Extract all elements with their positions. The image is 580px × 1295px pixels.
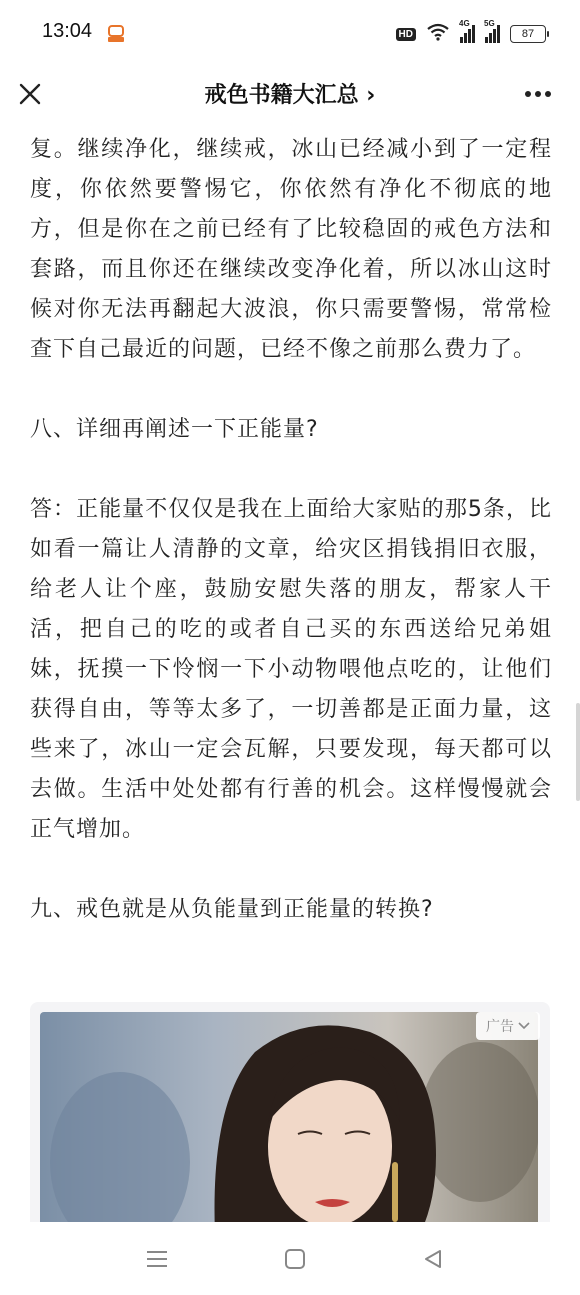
chevron-right-icon: › [366, 83, 376, 108]
home-icon [284, 1248, 306, 1270]
page-title-link[interactable] [0, 78, 580, 109]
section-heading: 八、详细再阐述一下正能量? [30, 417, 319, 442]
ad-label: 广告 [486, 1019, 514, 1035]
back-icon [422, 1248, 444, 1270]
chevron-down-icon [518, 1022, 530, 1030]
scrollbar[interactable] [576, 703, 580, 801]
home-button[interactable] [280, 1246, 310, 1272]
wifi-icon [426, 23, 450, 45]
section-heading: 九、戒色就是从负能量到正能量的转换? [30, 897, 434, 922]
status-icons [396, 19, 546, 46]
signal-5g-icon: 5G [485, 25, 500, 43]
back-button[interactable] [418, 1246, 448, 1272]
ad-card[interactable] [30, 1002, 550, 1232]
status-bar [0, 0, 580, 66]
more-options-button[interactable] [518, 78, 558, 110]
menu-icon [145, 1249, 169, 1269]
article-body [30, 130, 552, 930]
menu-button[interactable] [142, 1246, 172, 1272]
hd-icon: HD [396, 28, 416, 41]
status-time: 13:04 [42, 20, 93, 42]
ad-badge[interactable] [476, 1012, 540, 1040]
page-title: 戒色书籍大汇总 [204, 83, 359, 108]
article-paragraph: 复。继续净化，继续戒，冰山已经减小到了一定程度，你依然要警惕它，你依然有净化不彻底的地方，但是你在之前已经有了比较稳固的戒色方法和套路，而且你还在继续改变净化着，所以冰山这时候对你无法再翻起大波浪，你只需要警惕，常常检查下自己最近的问题，已经不像之前那么费力了。 [30, 137, 552, 362]
ad-image[interactable] [40, 1012, 538, 1232]
system-nav-bar [0, 1222, 580, 1295]
more-icon [524, 90, 552, 98]
article-paragraph: 答：正能量不仅仅是我在上面给大家贴的那5条，比如看一篇让人清静的文章，给灾区捐钱捐旧衣服，给老人让个座，鼓励安慰失落的朋友，帮家人干活，把自己的吃的或者自己买的东西送给兄弟姐妹，抚摸一下怜悯一下小动物喂他点吃的，让他们获得自由，等等太多了，一切善都是正面力量，这些来了，冰山一定会瓦解，只要发现，每天都可以去做。生活中处处都有行善的机会。这样慢慢就会正气增加。 [30, 497, 552, 842]
signal-4g-icon: 4G [460, 25, 475, 43]
app-notification-icon [106, 24, 126, 44]
battery-icon: 87 [510, 25, 546, 43]
top-nav-bar [0, 66, 580, 122]
